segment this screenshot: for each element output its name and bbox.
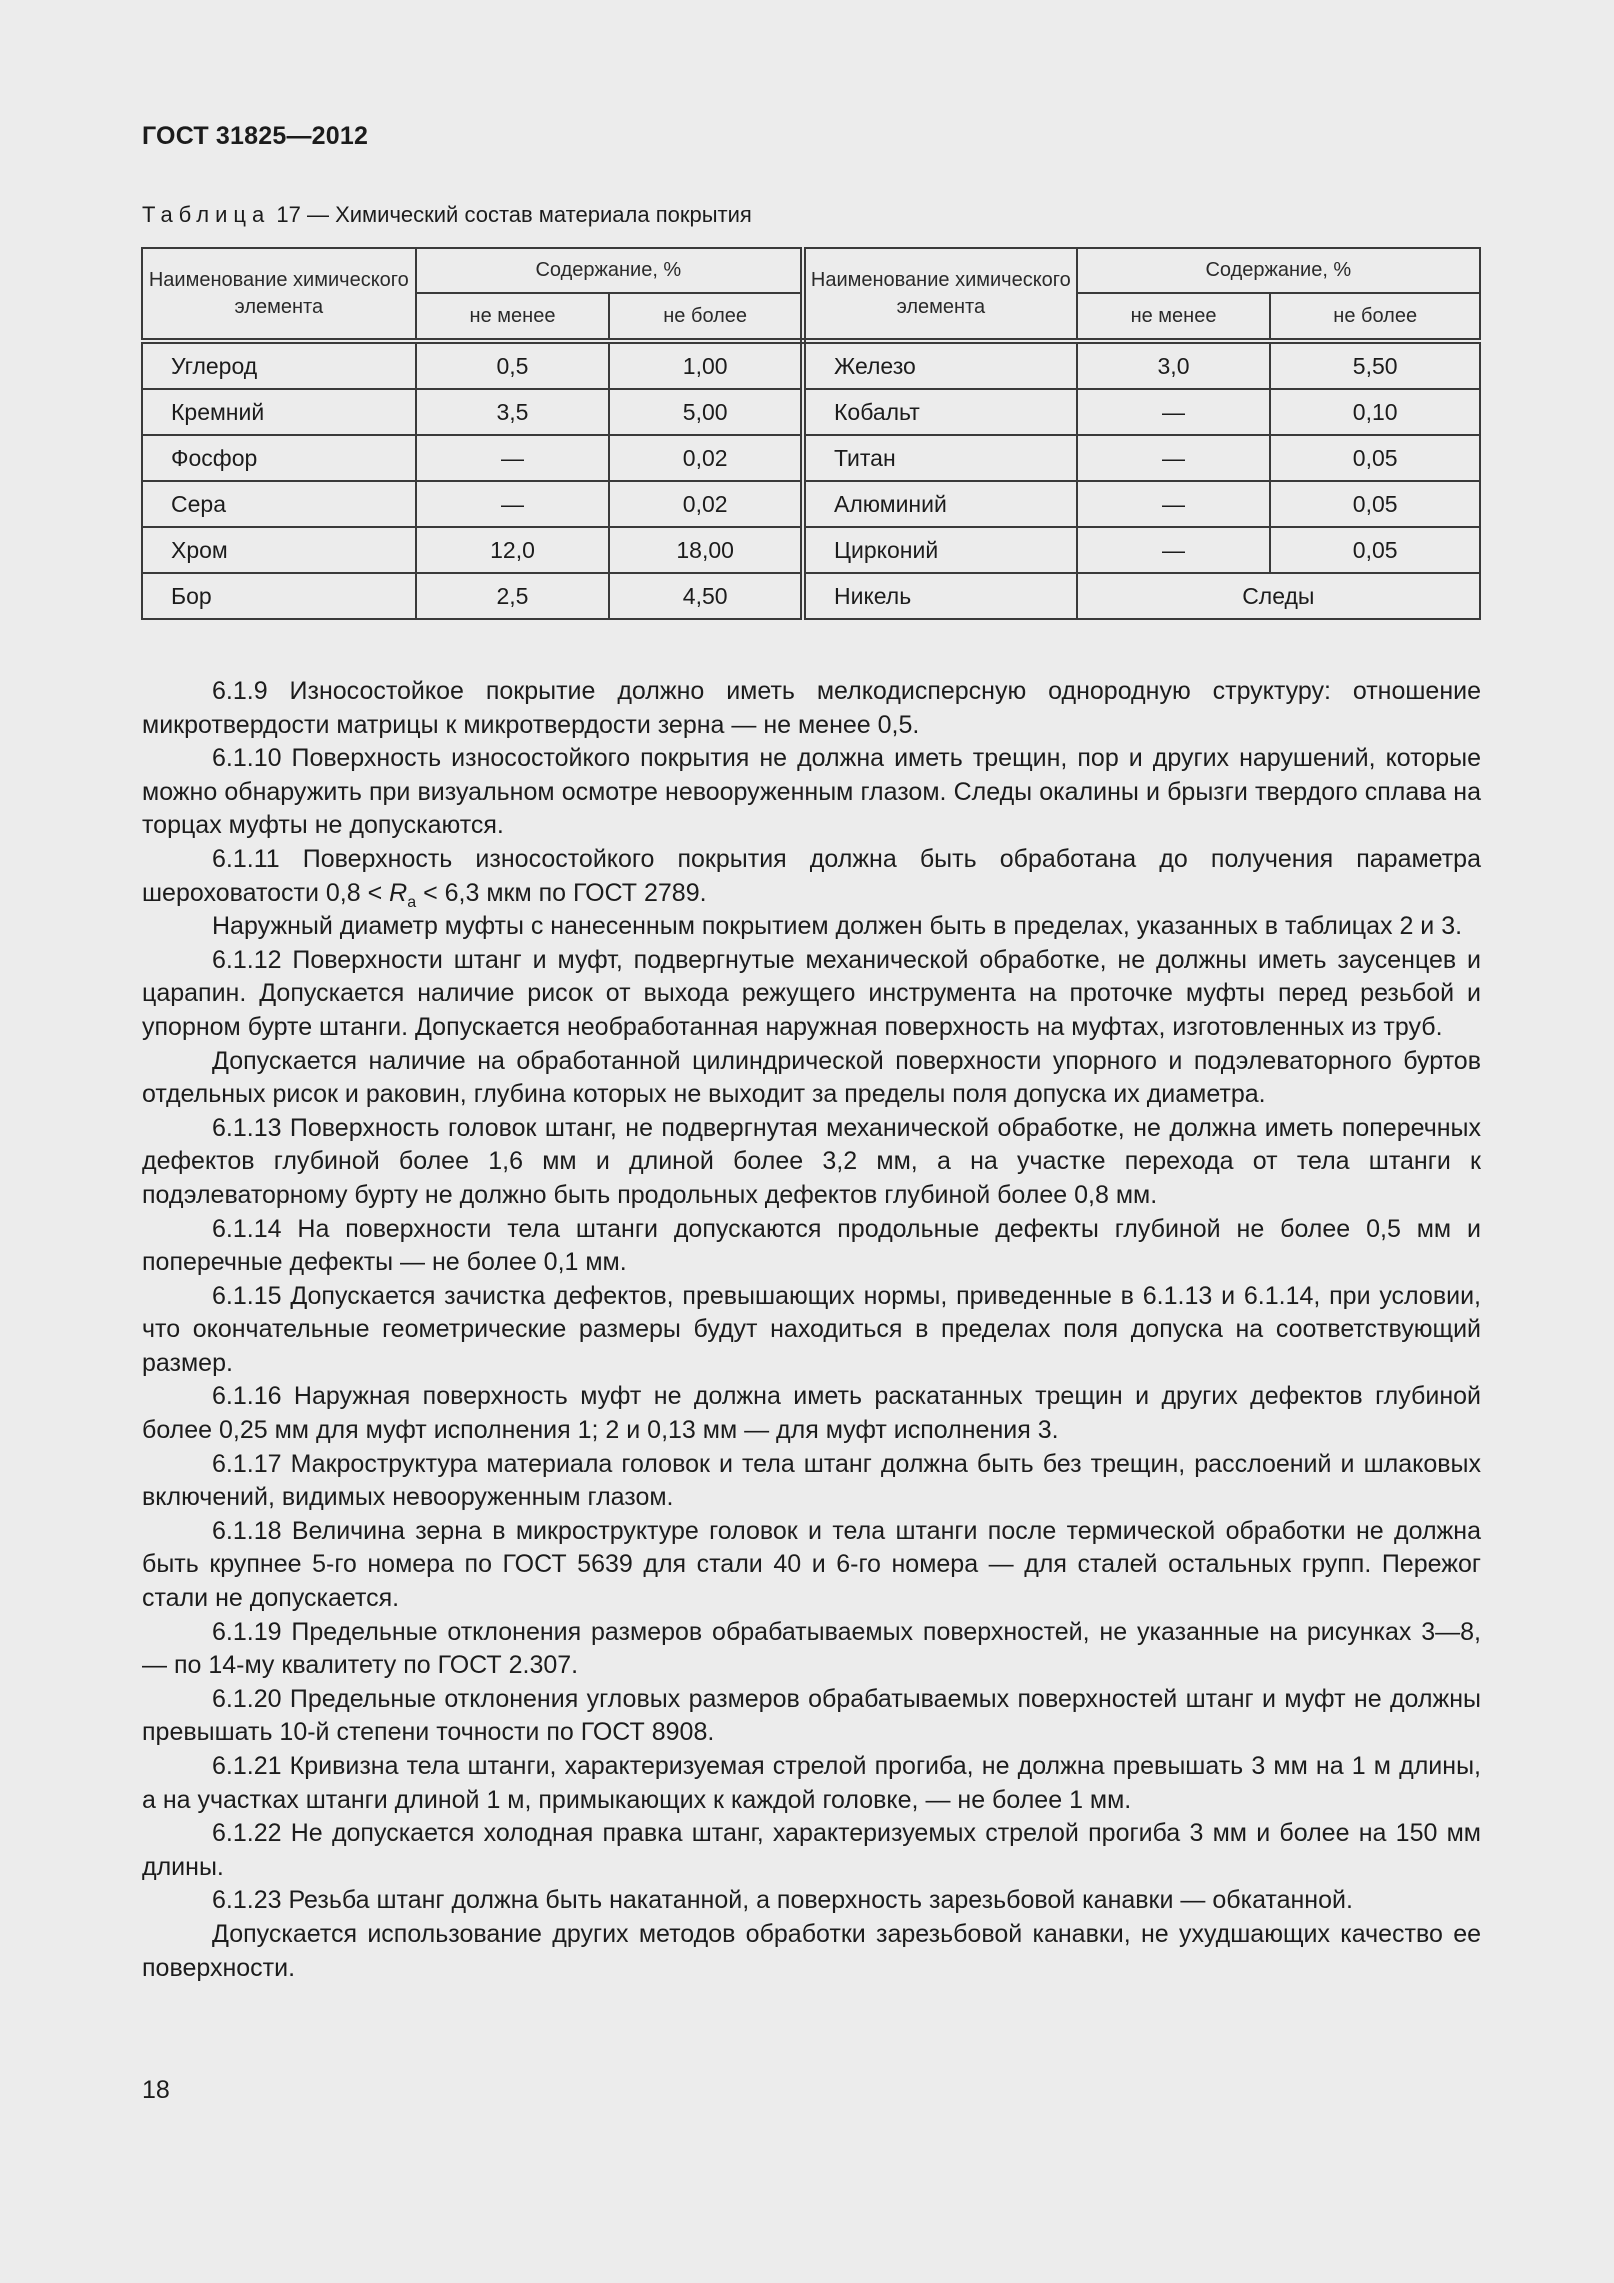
body-text	[142, 675, 1481, 1985]
header-min-right: не менее	[1077, 293, 1271, 341]
paragraph: Наружный диаметр муфты с нанесенным покрытием должен быть в пределах, указанных в таблицах 2 и 3.	[212, 912, 1463, 941]
header-element-name-right: Наименование химического элемента	[803, 248, 1077, 341]
header-min-left: не менее	[416, 293, 610, 341]
min-value: 12,0	[416, 527, 610, 573]
paragraph: 6.1.15 Допускается зачистка дефектов, превышающих нормы, приведенные в 6.1.13 и 6.1.14, при условии, что окончательные геометрические размеры будут находиться в пределах поля допуска на соответствующий размер.	[142, 1281, 1481, 1377]
trace-value: Следы	[1077, 573, 1480, 619]
max-value: 0,05	[1270, 481, 1480, 527]
table-caption-word: Таблица	[142, 202, 271, 227]
element-name: Кремний	[142, 389, 416, 435]
table-row	[142, 573, 1480, 619]
element-name: Титан	[803, 435, 1077, 481]
element-name: Фосфор	[142, 435, 416, 481]
min-value: 0,5	[416, 341, 610, 389]
table-row	[142, 435, 1480, 481]
header-content-left: Содержание, %	[416, 248, 803, 293]
min-value: —	[1077, 481, 1271, 527]
max-value: 5,50	[1270, 341, 1480, 389]
paragraph: 6.1.13 Поверхность головок штанг, не подвергнутая механической обработке, не должна иметь поперечных дефектов глубиной более 1,6 мм и длиной более 3,2 мм, а на участке перехода от тела штанги к подэлеваторному бурту не должно быть продольных дефектов глубиной более 0,8 мм.	[142, 1113, 1481, 1209]
header-element-name-left: Наименование химического элемента	[142, 248, 416, 341]
table-row	[142, 389, 1480, 435]
paragraph: 6.1.19 Предельные отклонения размеров обрабатываемых поверхностей, не указанные на рисунках 3—8, — по 14-му квалитету по ГОСТ 2.307.	[142, 1617, 1481, 1680]
min-value: —	[1077, 389, 1271, 435]
max-value: 0,05	[1270, 527, 1480, 573]
paragraph-part: < 6,3 мкм по ГОСТ 2789.	[416, 878, 707, 907]
document-header: ГОСТ 31825—2012	[142, 122, 369, 150]
paragraph: 6.1.16 Наружная поверхность муфт не должна иметь раскатанных трещин и других дефектов глубиной более 0,25 мм для муфт исполнения 1; 2 и 0,13 мм — для муфт исполнения 3.	[142, 1382, 1481, 1445]
header-max-left: не более	[609, 293, 803, 341]
paragraph: 6.1.9 Износостойкое покрытие должно иметь мелкодисперсную однородную структуру: отношение микротвердости матрицы к микротвердости зерна — не менее 0,5.	[142, 677, 1481, 739]
roughness-symbol: R	[389, 878, 408, 907]
min-value: —	[1077, 527, 1271, 573]
max-value: 0,05	[1270, 435, 1480, 481]
paragraph: 6.1.10 Поверхность износостойкого покрытия не должна иметь трещин, пор и других нарушений, которые можно обнаружить при визуальном осмотре невооруженным глазом. Следы окалины и брызги твердого сплава на торцах муфты не допускаются.	[142, 744, 1481, 840]
paragraph: 6.1.23 Резьба штанг должна быть накатанной, а поверхность зарезьбовой канавки — обкатанной.	[212, 1886, 1353, 1915]
max-value: 5,00	[609, 389, 803, 435]
table-caption	[142, 202, 752, 228]
paragraph: 6.1.18 Величина зерна в микроструктуре головок и тела штанги после термической обработки не должна быть крупнее 5-го номера по ГОСТ 5639 для стали 40 и 6-го номера — для сталей остальных групп. Пережог стали не допускается.	[142, 1516, 1481, 1613]
paragraph: 6.1.14 На поверхности тела штанги допускаются продольные дефекты глубиной не более 0,5 мм и поперечные дефекты — не более 0,1 мм.	[142, 1214, 1481, 1277]
paragraph: 6.1.20 Предельные отклонения угловых размеров обрабатываемых поверхностей штанг и муфт не должны превышать 10-й степени точности по ГОСТ 8908.	[142, 1684, 1481, 1747]
chemical-composition-table	[141, 247, 1481, 620]
element-name: Алюминий	[803, 481, 1077, 527]
element-name: Углерод	[142, 341, 416, 389]
element-name: Цирконий	[803, 527, 1077, 573]
paragraph: Допускается использование других методов обработки зарезьбовой канавки, не ухудшающих качество ее поверхности.	[142, 1919, 1481, 1982]
roughness-subscript: a	[407, 893, 417, 911]
element-name: Железо	[803, 341, 1077, 389]
max-value: 4,50	[609, 573, 803, 619]
paragraph: 6.1.22 Не допускается холодная правка штанг, характеризуемых стрелой прогиба 3 мм и более на 150 мм длины.	[142, 1819, 1481, 1881]
max-value: 1,00	[609, 341, 803, 389]
header-max-right: не более	[1270, 293, 1480, 341]
min-value: —	[1077, 435, 1271, 481]
min-value: 2,5	[416, 573, 610, 619]
paragraph: 6.1.12 Поверхности штанг и муфт, подвергнутые механической обработке, не должны иметь заусенцев и царапин. Допускается наличие рисок от выхода режущего инструмента на проточке муфты перед резьбой и упорном бурте штанги. Допускается необработанная наружная поверхность на муфтах, изготовленных из труб.	[142, 945, 1481, 1041]
element-name: Сера	[142, 481, 416, 527]
max-value: 0,02	[609, 435, 803, 481]
min-value: —	[416, 481, 610, 527]
min-value: —	[416, 435, 610, 481]
header-content-right: Содержание, %	[1077, 248, 1480, 293]
element-name: Бор	[142, 573, 416, 619]
paragraph: 6.1.21 Кривизна тела штанги, характеризуемая стрелой прогиба, не должна превышать 3 мм на 1 м длины, а на участках штанги длиной 1 м, примыкающих к каждой головке, — не более 1 мм.	[142, 1752, 1481, 1814]
max-value: 0,10	[1270, 389, 1480, 435]
table-caption-text: 17 — Химический состав материала покрытия	[270, 202, 752, 227]
table-row	[142, 527, 1480, 573]
table-row	[142, 341, 1480, 389]
paragraph	[142, 843, 1481, 910]
min-value: 3,5	[416, 389, 610, 435]
paragraph-part: 6.1.11 Поверхность износостойкого покрытия должна быть обработана до получения параметра шероховатости 0,8 <	[142, 844, 1481, 907]
min-value: 3,0	[1077, 341, 1271, 389]
element-name: Хром	[142, 527, 416, 573]
table-row	[142, 481, 1480, 527]
paragraph: 6.1.17 Макроструктура материала головок и тела штанг должна быть без трещин, расслоений и шлаковых включений, видимых невооруженным глазом.	[142, 1449, 1481, 1512]
element-name: Никель	[803, 573, 1077, 619]
max-value: 0,02	[609, 481, 803, 527]
page-number: 18	[142, 2076, 170, 2104]
paragraph: Допускается наличие на обработанной цилиндрической поверхности упорного и подэлеваторного буртов отдельных рисок и раковин, глубина которых не выходит за пределы поля допуска их диаметра.	[142, 1046, 1481, 1109]
element-name: Кобальт	[803, 389, 1077, 435]
max-value: 18,00	[609, 527, 803, 573]
